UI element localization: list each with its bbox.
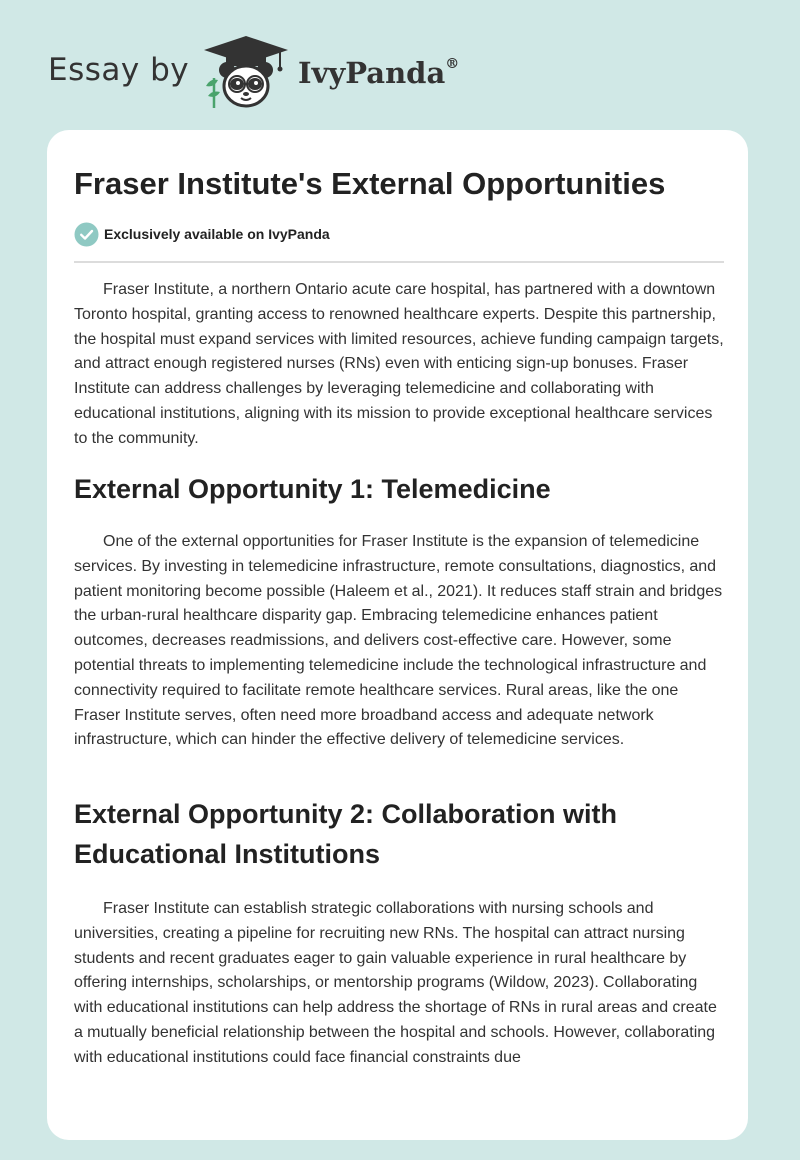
telemedicine-paragraph: One of the external opportunities for Fraser Institute is the expansion of telemedicine services. By investing in telemedicine infrastructure, remote consultations, diagnostics, and patient monitoring become possible (Haleem et al., 2021). It reduces staff strain and bridges the urban-rural healthcare disparity gap. Embracing telemedicine enhances patient outcomes, decreases readmissions, and delivers cost-effective care. However, some potential threats to implementing telemedicine include the technological infrastructure and connectivity required to facilitate remote healthcare services. Rural areas, like the one Fraser Institute serves, often need more broadband access and adequate network infrastructure, which can hinder the effective delivery of telemedicine services. (74, 533, 723, 749)
essay-by-label: Essay by (48, 52, 190, 88)
intro-paragraph: Fraser Institute, a northern Ontario acute care hospital, has partnered with a downtown Toronto hospital, granting access to renowned healthcare experts. Despite this partnership, the hospital must expand services with limited resources, achieve funding campaign targets, and attract enough registered nurses (RNs) even with enticing sign-up bonuses. Fraser Institute can address challenges by leveraging telemedicine and collaborating with educational institutions, aligning with its mission to provide exceptional healthcare services to the community. (74, 281, 724, 447)
exclusive-badge-text: Exclusively available on IvyPanda (104, 226, 330, 242)
brand-name[interactable] (298, 56, 459, 90)
essay-title: Fraser Institute's External Opportunities (74, 166, 666, 201)
check-circle-icon (74, 222, 99, 247)
section-heading-collaboration: External Opportunity 2: Collaboration with Educational Institutions (74, 799, 618, 869)
section-heading-telemedicine: External Opportunity 1: Telemedicine (74, 474, 551, 504)
divider (74, 261, 724, 263)
brand-name-text: IvyPanda (298, 56, 446, 90)
site-header (0, 0, 800, 120)
trademark-symbol: ® (445, 56, 460, 73)
exclusive-badge (74, 221, 330, 247)
essay-card (47, 130, 748, 1140)
collaboration-paragraph: Fraser Institute can establish strategic collaborations with nursing schools and universities, creating a pipeline for recruiting new RNs. The hospital can attract nursing students and recent graduates eager to gain valuable experience in rural healthcare by offering internships, scholarships, or mentorship programs (Wildow, 2023). Collaborating with educational institutions can help address the shortage of RNs in rural areas and create a mutually beneficial relationship between the hospital and schools. However, collaborating with educational institutions could face financial constraints due (74, 900, 717, 1066)
panda-graduate-icon[interactable] (200, 34, 292, 110)
